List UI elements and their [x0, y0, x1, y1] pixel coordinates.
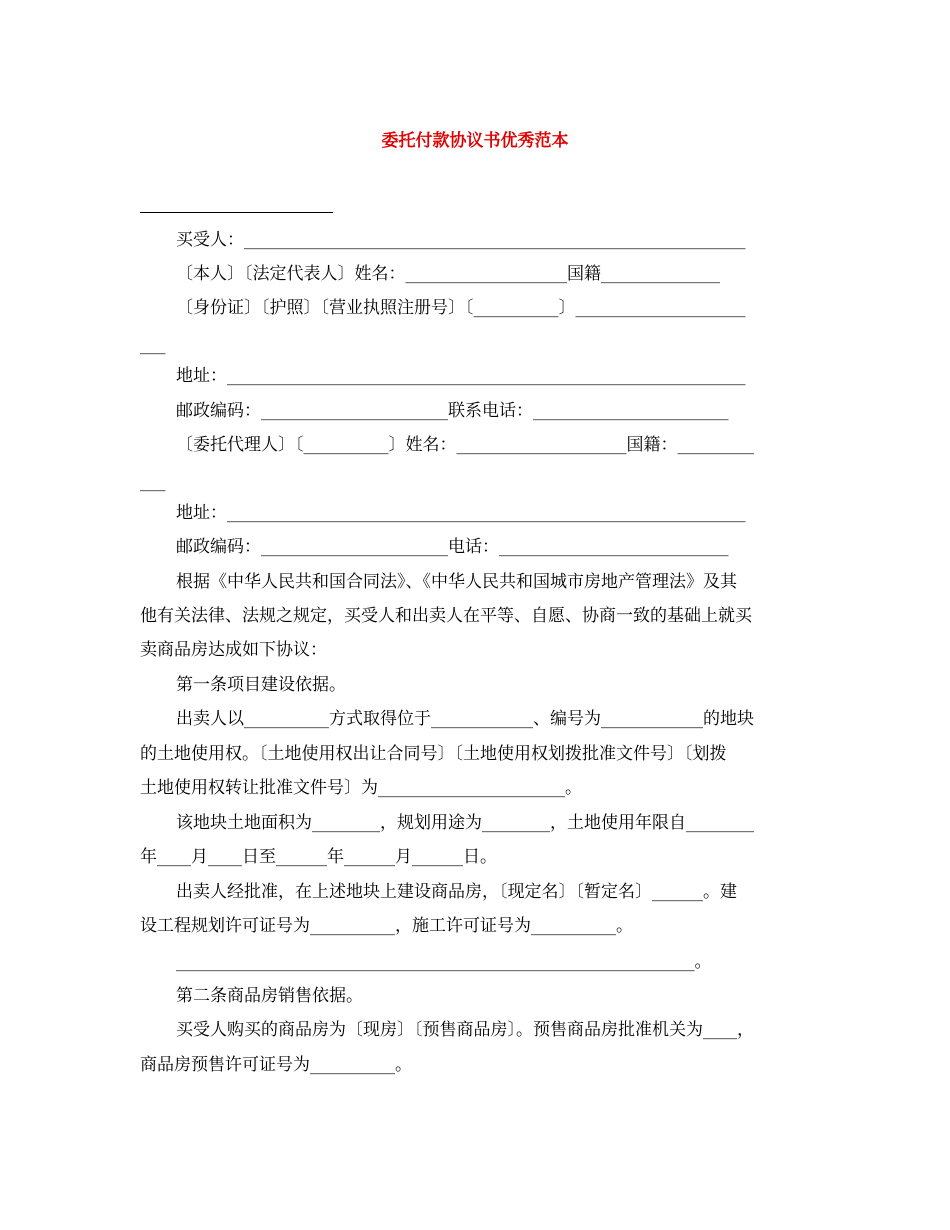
article-2-line-1: 买受人购买的商品房为〔现房〕〔预售商品房〕。预售商品房批准机关为____，: [176, 1020, 754, 1040]
agent-line: 〔委托代理人〕〔__________〕姓名：____________________国籍：_________: [176, 435, 754, 455]
blank-line: _____________________________________________________________。: [176, 952, 712, 972]
land-term-line: 年____月____日至______年______月______日。: [140, 847, 497, 867]
document-title: 委托付款协议书优秀范本: [381, 131, 569, 151]
article-1-line-1: 出卖人以__________方式取得位于____________、编号为____________的地块: [176, 709, 754, 729]
construction-line-1: 出卖人经批准，在上述地块上建设商品房，〔现定名〕〔暂定名〕______。建: [176, 882, 737, 902]
buyer-id-line: 〔身份证〕〔护照〕〔营业执照注册号〕〔__________〕____________________: [176, 298, 746, 318]
construction-line-2: 设工程规划许可证号为__________，施工许可证号为__________。: [140, 916, 633, 936]
preamble-line-1: 根据《中华人民共和国合同法》、《中华人民共和国城市房地产管理法》及其: [176, 572, 737, 592]
agent-address-line: 地址：_____________________________________________________________: [176, 503, 746, 523]
buyer-postal-line: 邮政编码：______________________联系电话：_______________________: [176, 401, 729, 421]
buyer-id-line-cont: ___: [140, 335, 166, 355]
article-1-heading: 第一条项目建设依据。: [176, 675, 346, 695]
article-1-line-2: 的土地使用权。〔土地使用权出让合同号〕〔土地使用权划拨批准文件号〕〔划拨: [140, 744, 727, 764]
preamble-line-3: 卖商品房达成如下协议：: [140, 640, 327, 660]
article-2-heading: 第二条商品房销售依据。: [176, 986, 363, 1006]
title-rule: [140, 212, 333, 213]
article-2-line-2: 商品房预售许可证号为__________。: [140, 1055, 412, 1075]
buyer-line: 买受人：___________________________________________________________: [176, 230, 746, 250]
buyer-name-line: 〔本人〕〔法定代表人〕姓名：___________________国籍______________: [176, 264, 720, 284]
agent-postal-line: 邮政编码：______________________电话：___________________________: [176, 537, 729, 557]
land-area-line: 该地块土地面积为________，规划用途为________，土地使用年限自________: [176, 813, 754, 833]
buyer-address-line: 地址：_____________________________________________________________: [176, 366, 746, 386]
agent-line-cont: ___: [140, 472, 166, 492]
preamble-line-2: 他有关法律、法规之规定，买受人和出卖人在平等、自愿、协商一致的基础上就买: [140, 606, 752, 626]
article-1-line-3: 土地使用权转让批准文件号〕为______________________。: [140, 778, 582, 798]
